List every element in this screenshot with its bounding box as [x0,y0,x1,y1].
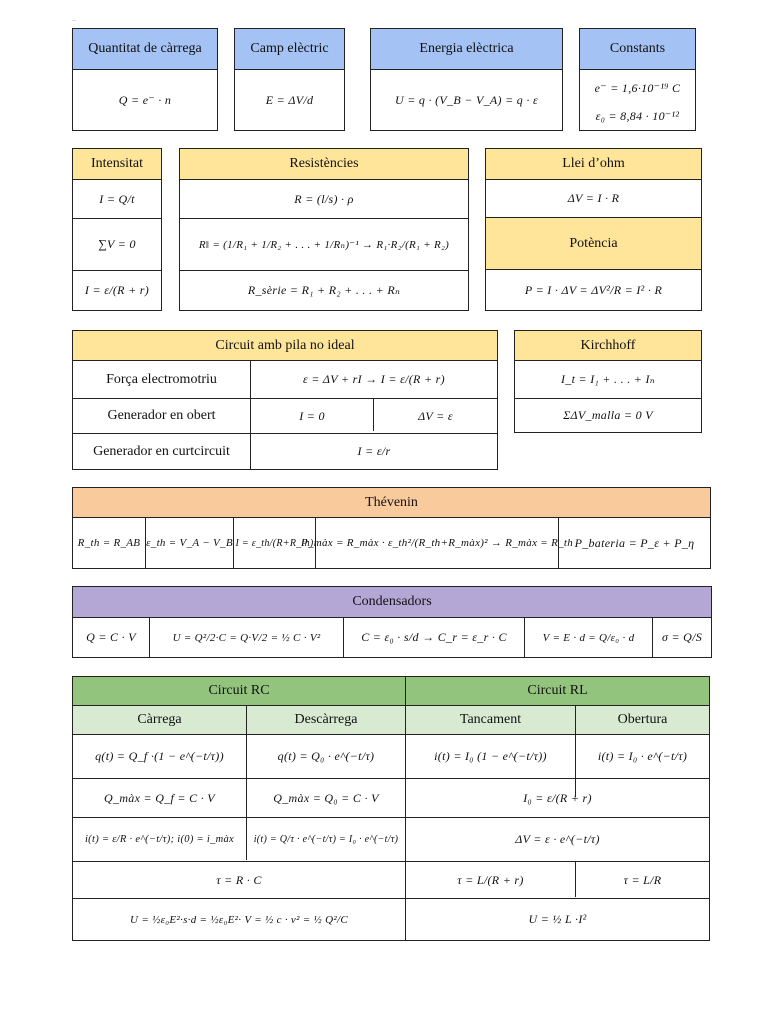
power-title: Potència [486,218,701,270]
charge-box [72,28,218,131]
constants-title: Constants [580,29,695,70]
rc-energy-formula: U = ½ε₀E²·s·d = ½ε₀E²· V = ½ c · v² = ½ Q²/C [130,913,348,926]
circuit-box [72,330,498,470]
capacitors-box [72,586,712,658]
open-formula-voltage: ΔV = ε [418,408,453,423]
rl-closing-header: Tancament [406,706,575,735]
rc-title: Circuit RC [73,677,405,706]
parallel-formula: R‖ = (1/R₁ + 1/R₂ + . . . + 1/Rₙ)⁻¹ → R₁·R₂/(R₁ + R₂) [198,239,450,251]
thevenin-resistance: R_th = R_AB [77,537,141,549]
rc-discharge-i-formula: i(t) = Q/τ · e^(−t/τ) = I₀ · e^(−t/τ) [253,834,399,845]
charge-density-formula: σ = Q/S [661,630,703,644]
current-box [72,148,162,311]
capacitance-formula: Q = C · V [86,630,136,644]
ohm-box [485,148,702,311]
constants-line2: ε₀ = 8,84 · 10⁻¹² [595,108,680,123]
rl-opening-i-formula: i(t) = I₀ · e^(−t/τ) [597,749,688,763]
thevenin-current: I = ε_th/(R+R_th) [235,537,314,549]
rc-charge-i-formula: i(t) = ε/R · e^(−t/τ); i(0) = i_màx [84,834,235,845]
ohm-title: Llei d’ohm [486,149,701,180]
rc-discharge-q-formula: q(t) = Q₀ · e^(−t/τ) [277,749,375,763]
current-title: Intensitat [73,149,161,180]
rc-charge-header: Càrrega [73,706,246,735]
charge-title: Quantitat de càrrega [73,29,217,70]
field-title: Camp elèctric [235,29,344,70]
resistances-title: Resistències [180,149,468,180]
energy-title: Energia elèctrica [371,29,562,70]
rl-closing-i-formula: i(t) = I₀ (1 − e^(−t/τ)) [434,749,547,763]
current-formula-1: I = Q/t [99,191,135,206]
ohm-formula: ΔV = I · R [486,180,701,218]
rl-voltage-formula: ΔV = ε · e^(−t/τ) [515,832,600,846]
rl-closing-tau-formula: τ = L/(R + r) [457,872,524,887]
field-box [234,28,345,131]
emf-label: Força electromotriu [106,371,217,387]
rc-discharge-header: Descàrrega [247,706,405,735]
rc-discharge-qmax-formula: Q_màx = Q₀ = C · V [273,790,379,805]
charge-formula: Q = e⁻ · n [118,92,172,107]
series-formula: R_sèrie = R₁ + R₂ + . . . + Rₙ [247,283,401,297]
kirchhoff-box [514,330,702,433]
kirchhoff-title: Kirchhoff [515,331,701,361]
rc-tau-formula: τ = R · C [216,872,262,887]
plate-capacitance-formula: C = ε₀ · s/d → C_r = ε_r · C [361,630,507,644]
thevenin-box [72,487,711,569]
short-label: Generador en curtcircuit [93,443,230,459]
energy-formula: U = q · (V_B − V_A) = q · ε [394,92,539,107]
emf-formula: ε = ΔV + rI → I = ε/(R + r) [303,372,445,386]
circuit-title: Circuit amb pila no ideal [73,331,497,361]
thevenin-title: Thévenin [73,488,710,518]
capacitor-energy-formula: U = Q²/2·C = Q·V/2 = ½ C · V² [172,631,321,644]
energy-box [370,28,563,131]
capacitors-title: Condensadors [73,587,711,618]
rl-opening-header: Obertura [576,706,709,735]
rl-opening-tau-formula: τ = L/R [623,872,662,887]
resistances-box [179,148,469,311]
rc-rl-box [72,676,710,941]
thevenin-emf: ε_th = V_A − V_B [146,537,233,549]
rc-charge-q-formula: q(t) = Q_f ·(1 − e^(−t/τ)) [95,749,224,763]
kirchhoff-voltage-law: ΣΔV_malla = 0 V [563,408,653,422]
open-formula-current: I = 0 [299,408,325,423]
constants-box [579,28,696,131]
rl-energy-formula: U = ½ L ·I² [528,912,587,926]
short-formula: I = ε/r [357,444,391,458]
current-formula-2: ∑V = 0 [98,237,136,251]
power-formula: P = I · ΔV = ΔV²/R = I² · R [524,282,663,297]
rc-charge-qmax-formula: Q_màx = Q_f = C · V [104,790,215,805]
field-formula: E = ΔV/d [265,92,314,107]
corner-mark: -- [72,18,76,24]
constants-line1: e⁻ = 1,6·10⁻¹⁹ C [594,80,681,95]
thevenin-max-power: P_màx = R_màx · ε_th²/(R_th+R_màx)² → R_màx = R_th [300,537,574,549]
thevenin-battery-power: P_bateria = P_ε + P_η [574,535,695,550]
current-formula-3: I = ε/(R + r) [84,283,150,297]
capacitor-voltage-formula: V = E · d = Q/ε₀ · d [542,631,635,644]
open-label: Generador en obert [107,408,216,423]
resistivity-formula: R = (l/s) · ρ [294,191,354,206]
rl-title: Circuit RL [406,677,709,706]
rl-i0-formula: I₀ = ε/(R + r) [523,790,592,805]
kirchhoff-current-law: I_t = I₁ + . . . + Iₙ [515,361,701,399]
